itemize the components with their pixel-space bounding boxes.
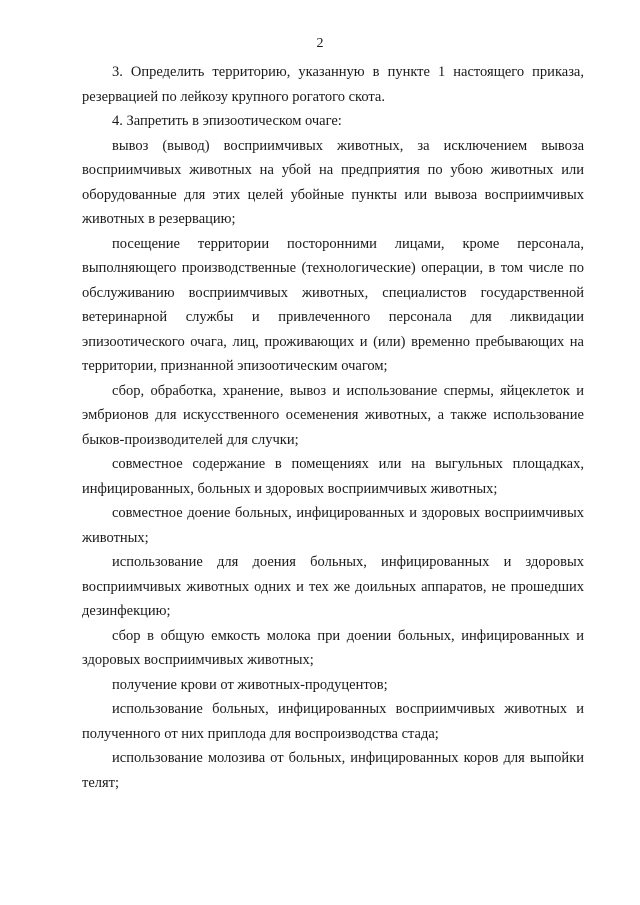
paragraph-blood-collection-ban: получение крови от животных-продуцентов; (112, 676, 388, 693)
paragraph-colostrum-ban: использование молозива от больных, инфицированных коров для выпойки телят; (82, 750, 584, 791)
paragraph-item-3-territory: 3. Определить территорию, указанную в пункте 1 настоящего приказа, резервацией по лейкозу крупного рогатого скота. (82, 64, 584, 105)
paragraph-joint-milking-ban: совместное доение больных, инфицированных и здоровых восприимчивых животных; (82, 505, 584, 546)
paragraph-joint-keeping-ban: совместное содержание в помещениях или на выгульных площадках, инфицированных, больных и здоровых восприимчивых животных; (82, 456, 584, 497)
paragraph-item-4-prohibitions-heading: 4. Запретить в эпизоотическом очаге: (112, 113, 342, 129)
paragraph-milk-collection-ban: сбор в общую емкость молока при доении больных, инфицированных и здоровых восприимчивых животных; (82, 627, 584, 668)
document-body (82, 60, 584, 795)
paragraph-breeding-use-ban: использование больных, инфицированных восприимчивых животных и полученного от них приплода для воспроизводства стада; (82, 701, 584, 742)
paragraph-visit-ban: посещение территории посторонними лицами, кроме персонала, выполняющего производственные (технологические) операции, в том числе по обслуживанию восприимчивых животных, специалистов государственной ветеринарной службы и привлеченного персонала для ликвидации эпизоотического очага, лиц, проживающих и (или) временно пребывающих на территории, признанной эпизоотическим очагом; (82, 235, 584, 374)
paragraph-export-ban: вывоз (вывод) восприимчивых животных, за исключением вывоза восприимчивых животных на убой на предприятия по убою животных или оборудованные для этих целей убойные пункты или вывоза восприимчивых животных в резервацию; (82, 137, 584, 227)
page-number: 2 (316, 36, 324, 51)
paragraph-milking-equipment-ban: использование для доения больных, инфицированных и здоровых восприимчивых животных одних и тех же доильных аппаратов, не прошедших дезинфекцию; (82, 554, 584, 619)
paragraph-semen-embryo-ban: сбор, обработка, хранение, вывоз и использование спермы, яйцеклеток и эмбрионов для искусственного осеменения животных, а также использование быков-производителей для случки; (82, 382, 584, 448)
